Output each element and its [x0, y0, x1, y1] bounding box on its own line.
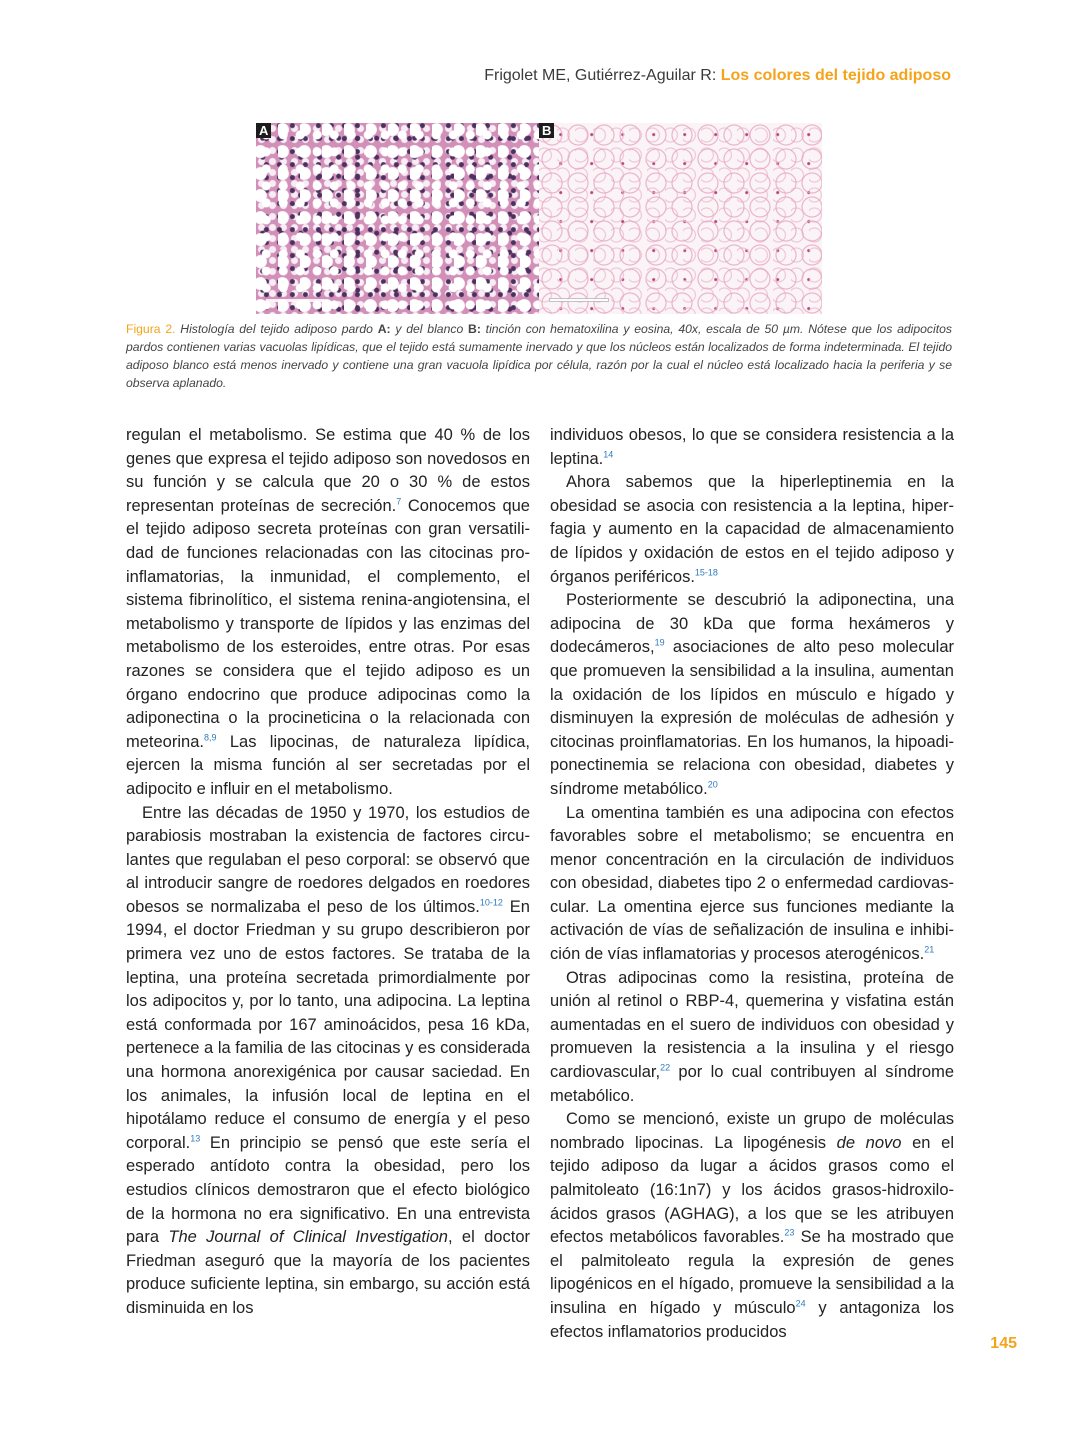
figure-caption: [126, 320, 952, 392]
text: Como se mencionó, existe un grupo de moléculas nombrado lipocinas. La lipogénesis: [550, 1110, 954, 1152]
text: y antagoniza los efectos inflamatorios producidos: [550, 1298, 954, 1341]
text: La omentina también es una adipocina con efectos favorables sobre el metabolismo; se encuentra en menor concentración en la circulación de individuos con obesidad, diabetes tipo 2 o enfermedad cardiovascular. La omentina ejerce sus funciones mediante la activación de vías de señalización de insulina e inhibición de vías inflamatorias y procesos aterogénicos.: [550, 803, 954, 964]
citation[interactable]: 19: [654, 637, 665, 648]
paragraph: [550, 589, 954, 801]
panel-b-label: B: [539, 123, 554, 138]
text: Conocemos que el tejido adiposo secreta proteínas con gran versatilidad de funciones relacionadas con las citocinas proinflamatorias, la inmunidad, el complemento, el sistema fibrinolítico, el sistema renina-angiotensina, el metabolismo y transporte de lípidos y las enzimas del metabolismo de los esteroides, entre otras. Por esas razones se considera que el tejido adiposo es un órgano endocrino que produce adipocinas como la adiponectina o la procineticina o la relacionada con meteorina.: [126, 496, 530, 751]
text: Otras adipocinas como la resistina, proteína de unión al retinol o RBP-4, quemerina y visfatina están aumentadas en el suero de individuos con obesidad y promueven la resistencia a la insulina y el riesgo cardiovascular,: [550, 968, 954, 1082]
text: En principio se pensó que este sería el esperado antídoto contra la obesidad, pero los estudios clínicos demostraron que el efecto biológico de la hormona no era significativo. En una entrevista para: [126, 1133, 530, 1247]
scale-bar: [549, 298, 609, 302]
paragraph: [550, 424, 954, 471]
caption-label: Figura 2.: [126, 322, 176, 336]
page-number: 145: [990, 1335, 1017, 1352]
text: regulan el metabolismo. Se estima que 40 % de los genes que expresa el tejido adiposo son novedosos en su función y se calcula que 20 o 30 % de estos representan proteínas de secreción.: [126, 426, 530, 515]
caption-text: Histología del tejido adiposo pardo: [175, 322, 378, 336]
citation[interactable]: 13: [190, 1133, 201, 1144]
text: Posteriormente se descubrió la adiponectina, una adipocina de 30 kDa que forma hexámeros y dodecámeros,: [550, 591, 954, 657]
citation[interactable]: 21: [924, 944, 935, 955]
paragraph: [550, 802, 954, 967]
journal-title: The Journal of Clinical Investigation: [168, 1228, 448, 1247]
caption-panel-a: A:: [377, 322, 391, 336]
latin-term: de novo: [836, 1133, 902, 1152]
paragraph: [550, 1108, 954, 1344]
right-column: [550, 424, 954, 1344]
panel-a-label: A: [256, 123, 271, 138]
citation[interactable]: 15-18: [694, 567, 718, 578]
citation[interactable]: 14: [603, 449, 614, 460]
citation[interactable]: 7: [396, 496, 402, 507]
text: En 1994, el doctor Friedman y su grupo describieron por primera vez uno de estos factores. Se trataba de la leptina, una proteína secretada primordialmente por los adipocitos y, por lo tanto, una adipocina. La leptina está conformada por 167 aminoácidos, pesa 16 kDa, pertenece a la familia de las citocinas y es considerada una hormona anorexigénica por causar saciedad. En los animales, la infusión local de leptina en el hipotálamo reduce el consumo de energía y el peso corporal.: [126, 897, 530, 1152]
citation[interactable]: 10-12: [479, 897, 503, 908]
caption-panel-b: B:: [468, 322, 481, 336]
text: Entre las décadas de 1950 y 1970, los estudios de parabiosis mostraban la existencia de factores circulantes que regulaban el peso corporal: se observó que al introducir sangre de roedores delgados en roedores obesos se normalizaba el peso de los últimos.: [126, 803, 530, 916]
text: , el doctor Friedman aseguró que la mayoría de los pacientes produce suficiente leptina, sin embargo, su acción está disminuida en los: [126, 1228, 530, 1317]
brown-adipose-tissue-image: [256, 123, 539, 314]
caption-text: y del blanco: [390, 322, 469, 336]
caption-text: tinción con hematoxilina y eosina, 40x, escala de 50 µm. Nótese que los adipocitos pardos contienen varias vacuolas lipídicas, que el tejido está sumamente inervado y que los núcleos están localizados de forma indeterminada. El tejido adiposo blanco está menos inervado y contiene una gran vacuola lipídica por célula, razón por la cual el núcleo está localizado hacia la periferia y se observa aplanado.: [126, 322, 952, 390]
text: Las lipocinas, de naturaleza lipídica, ejercen la misma función al ser secretadas por el adipocito e influir en el metabolismo.: [126, 732, 530, 798]
text: asociaciones de alto peso molecular que promueven la sensibilidad a la insulina, aumentan la oxidación de los lípidos en músculo e hígado y disminuyen la expresión de moléculas de adhesión y citocinas proinflamatorias. En los humanos, la hipoadiponectinemia se relaciona con obesidad, diabetes y síndrome metabólico.: [550, 638, 954, 798]
header-title: Los colores del tejido adiposo: [720, 67, 951, 84]
left-column: [126, 424, 530, 1321]
citation[interactable]: 20: [707, 779, 718, 790]
paragraph: [550, 967, 954, 1109]
text: en el tejido adiposo da lugar a ácidos grasos como el palmitoleato (16:1n7) y los ácidos grasos-hidroxilo-ácidos grasos (AGHAG), a los que se les atribuyen efectos metabólicos favorables.: [550, 1133, 954, 1247]
header-authors: Frigolet ME, Gutiérrez-Aguilar R:: [484, 67, 721, 84]
white-adipose-tissue-image: [539, 123, 822, 314]
text: Ahora sabemos que la hiperleptinemia en la obesidad se asocia con resistencia a la leptina, hiperfagia y aumento en la capacidad de almacenamiento de lípidos y oxidación de estos en el tejido adiposo y órganos periféricos.: [550, 473, 954, 586]
text: individuos obesos, lo que se considera resistencia a la leptina.: [550, 426, 954, 468]
text: por lo cual contribuyen al síndrome metabólico.: [550, 1063, 954, 1105]
paragraph: [550, 471, 954, 589]
paragraph: [126, 424, 530, 802]
citation[interactable]: 23: [784, 1227, 795, 1238]
running-header: [484, 67, 951, 85]
citation[interactable]: 22: [660, 1062, 671, 1073]
histology-figure: [256, 123, 822, 314]
citation[interactable]: 24: [795, 1298, 806, 1309]
text: Se ha mostrado que el palmitoleato regula la expresión de genes lipogénicos en el hígado, promueve la sensibilidad a la insulina en hígado y músculo: [550, 1228, 955, 1317]
citation[interactable]: 8,9: [203, 732, 217, 743]
scale-bar: [266, 299, 324, 302]
paragraph: [126, 802, 530, 1321]
